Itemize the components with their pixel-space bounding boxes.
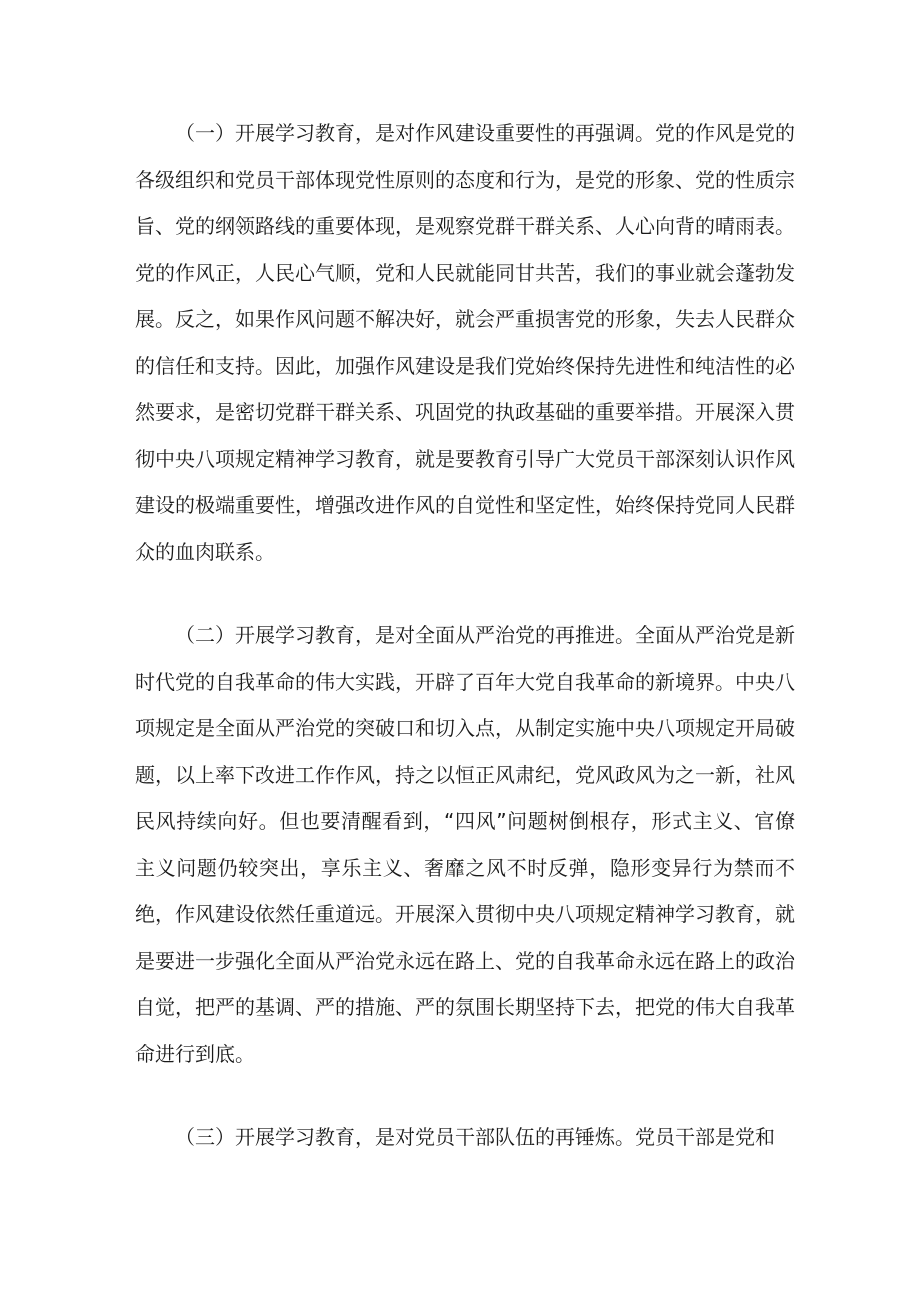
- paragraph-text: （三）开展学习教育，是对党员干部队伍的再锤炼。党员干部是党和: [175, 1125, 775, 1149]
- paragraph-text: （二）开展学习教育，是对全面从严治党的再推进。全面从严治党是新时代党的自我革命的伟大实践，开辟了百年大党自我革命的新境界。中央八项规定是全面从严治党的突破口和切入点，从制定实施中央八项规定开局破题，以上率下改进工作作风，持之以恒正风肃纪，党风政风为之一新，社风民风持续向好。但也要清醒看到，“四风”问题树倒根存，形式主义、官僚主义问题仍较突出，享乐主义、奢靡之风不时反弹，隐形变异行为禁而不绝，作风建设依然任重道远。开展深入贯彻中央八项规定精神学习教育，就是要进一步强化全面从严治党永远在路上、党的自我革命永远在路上的政治自觉，把严的基调、严的措施、严的氛围长期坚持下去，把党的伟大自我革命进行到底。: [135, 623, 795, 1066]
- paragraph-1: [135, 110, 795, 575]
- paragraph-3: [135, 1114, 795, 1161]
- paragraph-text: （一）开展学习教育，是对作风建设重要性的再强调。党的作风是党的各级组织和党员干部体现党性原则的态度和行为，是党的形象、党的性质宗旨、党的纲领路线的重要体现，是观察党群干群关系、人心向背的晴雨表。党的作风正，人民心气顺，党和人民就能同甘共苦，我们的事业就会蓬勃发展。反之，如果作风问题不解决好，就会严重损害党的形象，失去人民群众的信任和支持。因此，加强作风建设是我们党始终保持先进性和纯洁性的必然要求，是密切党群干群关系、巩固党的执政基础的重要举措。开展深入贯彻中央八项规定精神学习教育，就是要教育引导广大党员干部深刻认识作风建设的极端重要性，增强改进作风的自觉性和坚定性，始终保持党同人民群众的血肉联系。: [135, 121, 795, 564]
- paragraph-2: [135, 612, 795, 1077]
